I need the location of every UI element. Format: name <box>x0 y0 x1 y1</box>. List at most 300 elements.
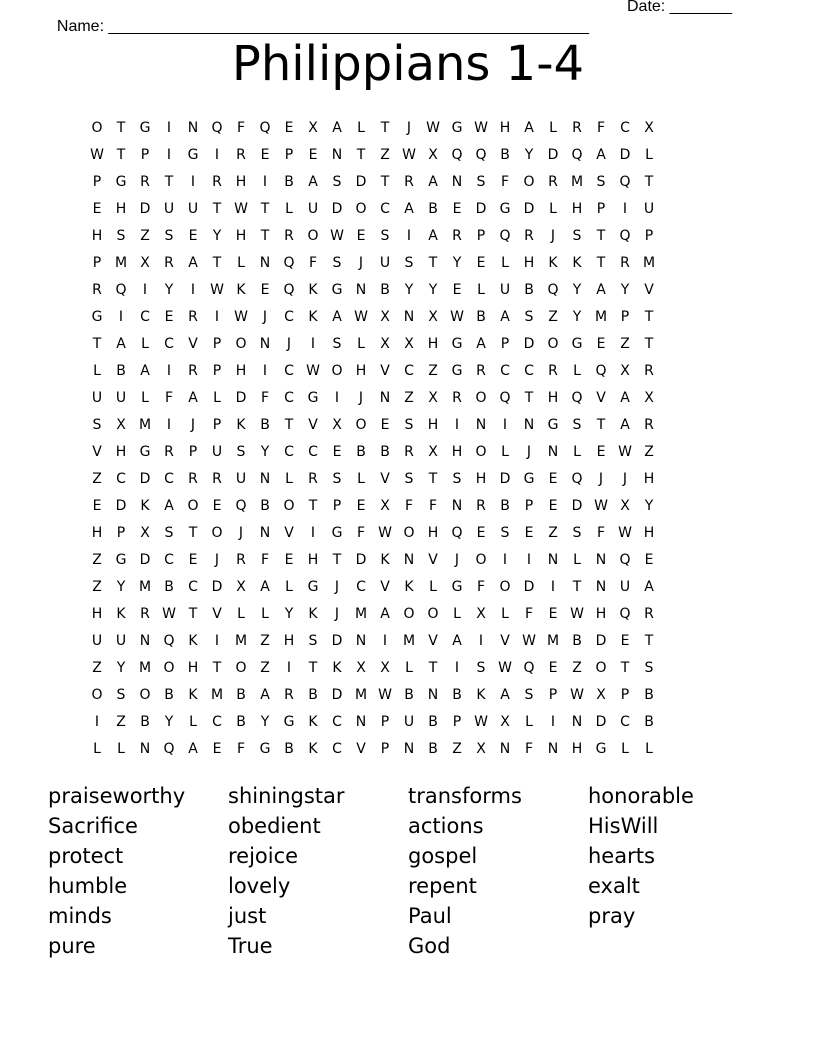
grid-letter[interactable]: S <box>476 659 486 676</box>
grid-letter[interactable]: R <box>164 254 174 271</box>
grid-letter[interactable]: F <box>596 524 606 541</box>
grid-letter[interactable]: T <box>644 173 654 190</box>
grid-letter[interactable]: O <box>211 524 223 541</box>
grid-letter[interactable]: Q <box>571 146 583 163</box>
grid-letter[interactable]: S <box>524 686 534 703</box>
grid-letter[interactable]: E <box>260 146 270 163</box>
grid-letter[interactable]: C <box>284 443 294 460</box>
grid-letter[interactable]: L <box>549 119 557 136</box>
grid-letter[interactable]: S <box>572 227 582 244</box>
grid-letter[interactable]: G <box>451 578 463 595</box>
grid-letter[interactable]: J <box>334 578 340 595</box>
grid-letter[interactable]: Q <box>283 254 295 271</box>
grid-letter[interactable]: B <box>308 686 318 703</box>
grid-letter[interactable]: D <box>547 146 559 163</box>
grid-letter[interactable]: P <box>476 227 486 244</box>
grid-letter[interactable]: A <box>620 416 630 433</box>
grid-letter[interactable]: I <box>142 281 148 298</box>
grid-letter[interactable]: M <box>546 632 560 649</box>
grid-letter[interactable]: A <box>188 740 198 757</box>
grid-letter[interactable]: H <box>115 200 127 217</box>
grid-letter[interactable]: L <box>645 740 653 757</box>
grid-letter[interactable]: P <box>452 713 462 730</box>
grid-letter[interactable]: I <box>550 578 556 595</box>
grid-letter[interactable]: L <box>237 605 245 622</box>
grid-letter[interactable]: X <box>140 524 150 541</box>
grid-letter[interactable]: M <box>354 605 368 622</box>
grid-letter[interactable]: T <box>572 578 582 595</box>
grid-letter[interactable]: X <box>308 119 318 136</box>
grid-letter[interactable]: L <box>501 443 509 460</box>
grid-letter[interactable]: T <box>596 227 606 244</box>
grid-letter[interactable]: B <box>236 686 246 703</box>
grid-letter[interactable]: L <box>453 605 461 622</box>
grid-letter[interactable]: P <box>380 713 390 730</box>
grid-letter[interactable]: T <box>260 200 270 217</box>
grid-letter[interactable]: X <box>476 605 486 622</box>
grid-letter[interactable]: O <box>307 227 319 244</box>
grid-letter[interactable]: Z <box>404 389 414 406</box>
grid-letter[interactable]: P <box>116 524 126 541</box>
grid-letter[interactable]: T <box>596 416 606 433</box>
grid-letter[interactable]: Y <box>260 443 270 460</box>
grid-letter[interactable]: D <box>355 551 367 568</box>
grid-letter[interactable]: C <box>284 362 294 379</box>
grid-letter[interactable]: B <box>428 200 438 217</box>
grid-letter[interactable]: B <box>644 686 654 703</box>
grid-letter[interactable]: L <box>621 740 629 757</box>
grid-letter[interactable]: U <box>403 713 415 730</box>
grid-letter[interactable]: L <box>645 146 653 163</box>
grid-letter[interactable]: N <box>571 713 583 730</box>
grid-letter[interactable]: W <box>618 443 632 460</box>
grid-letter[interactable]: Q <box>499 389 511 406</box>
grid-letter[interactable]: W <box>522 632 536 649</box>
grid-letter[interactable]: O <box>547 335 559 352</box>
grid-letter[interactable]: E <box>188 551 198 568</box>
grid-letter[interactable]: D <box>139 551 151 568</box>
grid-letter[interactable]: E <box>284 119 294 136</box>
grid-letter[interactable]: R <box>452 389 462 406</box>
grid-letter[interactable]: H <box>643 470 655 487</box>
grid-letter[interactable]: K <box>236 416 246 433</box>
grid-letter[interactable]: V <box>380 578 390 595</box>
grid-letter[interactable]: T <box>644 335 654 352</box>
grid-letter[interactable]: K <box>476 686 486 703</box>
grid-letter[interactable]: A <box>260 578 270 595</box>
grid-letter[interactable]: H <box>571 740 583 757</box>
grid-letter[interactable]: P <box>380 740 390 757</box>
grid-letter[interactable]: B <box>380 281 390 298</box>
grid-letter[interactable]: D <box>331 632 343 649</box>
grid-letter[interactable]: A <box>140 362 150 379</box>
grid-letter[interactable]: S <box>644 659 654 676</box>
grid-letter[interactable]: G <box>139 119 151 136</box>
grid-letter[interactable]: U <box>379 254 391 271</box>
grid-letter[interactable]: R <box>308 470 318 487</box>
grid-letter[interactable]: W <box>474 119 488 136</box>
grid-letter[interactable]: O <box>355 200 367 217</box>
grid-letter[interactable]: P <box>596 200 606 217</box>
grid-letter[interactable]: H <box>115 443 127 460</box>
grid-letter[interactable]: H <box>571 200 583 217</box>
grid-letter[interactable]: A <box>428 173 438 190</box>
grid-letter[interactable]: S <box>332 470 342 487</box>
grid-letter[interactable]: B <box>428 740 438 757</box>
grid-letter[interactable]: W <box>378 524 392 541</box>
grid-letter[interactable]: I <box>262 173 268 190</box>
grid-letter[interactable]: F <box>164 389 174 406</box>
grid-letter[interactable]: A <box>188 389 198 406</box>
grid-letter[interactable]: V <box>644 281 654 298</box>
grid-letter[interactable]: G <box>451 335 463 352</box>
grid-letter[interactable]: B <box>500 146 510 163</box>
grid-letter[interactable]: F <box>524 605 534 622</box>
grid-letter[interactable]: O <box>403 605 415 622</box>
grid-letter[interactable]: L <box>285 470 293 487</box>
grid-letter[interactable]: Q <box>619 605 631 622</box>
grid-letter[interactable]: Q <box>163 632 175 649</box>
grid-letter[interactable]: S <box>332 254 342 271</box>
grid-letter[interactable]: W <box>234 200 248 217</box>
grid-letter[interactable]: M <box>234 632 248 649</box>
grid-letter[interactable]: R <box>644 362 654 379</box>
grid-letter[interactable]: N <box>259 524 271 541</box>
grid-letter[interactable]: B <box>380 443 390 460</box>
grid-letter[interactable]: D <box>139 200 151 217</box>
grid-letter[interactable]: H <box>523 254 535 271</box>
grid-letter[interactable]: G <box>331 281 343 298</box>
grid-letter[interactable]: D <box>475 200 487 217</box>
grid-letter[interactable]: W <box>474 713 488 730</box>
grid-letter[interactable]: A <box>476 335 486 352</box>
grid-letter[interactable]: Q <box>163 740 175 757</box>
grid-letter[interactable]: O <box>283 497 295 514</box>
grid-letter[interactable]: V <box>380 470 390 487</box>
grid-letter[interactable]: Y <box>404 281 414 298</box>
grid-letter[interactable]: Z <box>140 227 150 244</box>
grid-letter[interactable]: K <box>308 740 318 757</box>
grid-letter[interactable]: N <box>427 686 439 703</box>
grid-letter[interactable]: W <box>570 686 584 703</box>
grid-letter[interactable]: N <box>379 389 391 406</box>
grid-letter[interactable]: J <box>190 416 196 433</box>
grid-letter[interactable]: N <box>547 740 559 757</box>
grid-letter[interactable]: I <box>214 632 220 649</box>
grid-letter[interactable]: W <box>594 497 608 514</box>
grid-letter[interactable]: O <box>427 605 439 622</box>
grid-letter[interactable]: Z <box>548 308 558 325</box>
grid-letter[interactable]: B <box>260 416 270 433</box>
grid-letter[interactable]: C <box>164 335 174 352</box>
grid-letter[interactable]: Y <box>164 281 174 298</box>
grid-letter[interactable]: V <box>500 632 510 649</box>
grid-letter[interactable]: T <box>380 119 390 136</box>
grid-letter[interactable]: L <box>573 443 581 460</box>
grid-letter[interactable]: B <box>476 308 486 325</box>
grid-letter[interactable]: G <box>115 551 127 568</box>
grid-letter[interactable]: U <box>115 389 127 406</box>
grid-letter[interactable]: R <box>644 605 654 622</box>
grid-letter[interactable]: Q <box>451 146 463 163</box>
grid-letter[interactable]: D <box>331 686 343 703</box>
grid-letter[interactable]: G <box>259 740 271 757</box>
grid-letter[interactable]: R <box>404 443 414 460</box>
grid-letter[interactable]: T <box>428 659 438 676</box>
grid-letter[interactable]: C <box>380 200 390 217</box>
grid-letter[interactable]: C <box>620 119 630 136</box>
grid-letter[interactable]: F <box>260 389 270 406</box>
grid-letter[interactable]: Y <box>164 713 174 730</box>
grid-letter[interactable]: I <box>502 551 508 568</box>
grid-letter[interactable]: U <box>91 389 103 406</box>
grid-letter[interactable]: P <box>620 686 630 703</box>
grid-letter[interactable]: A <box>596 146 606 163</box>
name-field[interactable]: Name: ______________________________________________________ <box>56 18 589 35</box>
grid-letter[interactable]: G <box>331 524 343 541</box>
grid-letter[interactable]: B <box>164 578 174 595</box>
grid-letter[interactable]: L <box>573 362 581 379</box>
grid-letter[interactable]: S <box>164 227 174 244</box>
grid-letter[interactable]: F <box>500 173 510 190</box>
grid-letter[interactable]: H <box>91 524 103 541</box>
grid-letter[interactable]: G <box>451 362 463 379</box>
grid-letter[interactable]: N <box>403 740 415 757</box>
grid-letter[interactable]: Y <box>260 713 270 730</box>
grid-letter[interactable]: S <box>236 443 246 460</box>
grid-letter[interactable]: B <box>524 281 534 298</box>
grid-letter[interactable]: I <box>286 659 292 676</box>
grid-letter[interactable]: S <box>404 416 414 433</box>
grid-letter[interactable]: R <box>524 227 534 244</box>
grid-letter[interactable]: C <box>164 551 174 568</box>
grid-letter[interactable]: B <box>260 497 270 514</box>
grid-letter[interactable]: Q <box>211 119 223 136</box>
grid-letter[interactable]: V <box>284 524 294 541</box>
grid-letter[interactable]: R <box>140 173 150 190</box>
grid-letter[interactable]: B <box>404 686 414 703</box>
grid-letter[interactable]: H <box>235 362 247 379</box>
grid-letter[interactable]: L <box>141 389 149 406</box>
grid-letter[interactable]: J <box>622 470 628 487</box>
grid-letter[interactable]: K <box>308 281 318 298</box>
grid-letter[interactable]: B <box>236 713 246 730</box>
grid-letter[interactable]: H <box>91 605 103 622</box>
grid-letter[interactable]: I <box>478 632 484 649</box>
grid-letter[interactable]: I <box>526 551 532 568</box>
grid-letter[interactable]: K <box>404 578 414 595</box>
grid-letter[interactable]: I <box>214 146 220 163</box>
grid-letter[interactable]: P <box>212 416 222 433</box>
grid-letter[interactable]: K <box>188 686 198 703</box>
grid-letter[interactable]: N <box>523 416 535 433</box>
grid-letter[interactable]: E <box>356 227 366 244</box>
grid-letter[interactable]: A <box>644 578 654 595</box>
grid-letter[interactable]: X <box>380 659 390 676</box>
grid-letter[interactable]: R <box>212 173 222 190</box>
grid-letter[interactable]: I <box>214 308 220 325</box>
grid-letter[interactable]: U <box>163 200 175 217</box>
grid-letter[interactable]: T <box>428 470 438 487</box>
grid-letter[interactable]: V <box>428 632 438 649</box>
grid-letter[interactable]: D <box>355 173 367 190</box>
grid-letter[interactable]: L <box>501 254 509 271</box>
grid-letter[interactable]: Q <box>115 281 127 298</box>
grid-letter[interactable]: H <box>427 524 439 541</box>
grid-letter[interactable]: R <box>404 173 414 190</box>
grid-letter[interactable]: S <box>572 524 582 541</box>
grid-letter[interactable]: N <box>355 632 367 649</box>
grid-letter[interactable]: M <box>138 416 152 433</box>
grid-letter[interactable]: Z <box>92 551 102 568</box>
grid-letter[interactable]: N <box>595 551 607 568</box>
grid-letter[interactable]: L <box>117 740 125 757</box>
grid-letter[interactable]: U <box>235 470 247 487</box>
grid-letter[interactable]: K <box>116 605 126 622</box>
grid-letter[interactable]: E <box>212 497 222 514</box>
grid-letter[interactable]: K <box>308 713 318 730</box>
grid-letter[interactable]: W <box>330 227 344 244</box>
grid-letter[interactable]: P <box>500 335 510 352</box>
grid-letter[interactable]: A <box>380 605 390 622</box>
grid-letter[interactable]: S <box>500 524 510 541</box>
grid-letter[interactable]: C <box>404 362 414 379</box>
grid-letter[interactable]: E <box>524 524 534 541</box>
grid-letter[interactable]: T <box>620 659 630 676</box>
grid-letter[interactable]: X <box>116 416 126 433</box>
date-field[interactable]: Date: _______ <box>627 0 732 15</box>
grid-letter[interactable]: B <box>644 713 654 730</box>
grid-letter[interactable]: U <box>115 632 127 649</box>
grid-letter[interactable]: I <box>406 227 412 244</box>
grid-letter[interactable]: I <box>166 119 172 136</box>
grid-letter[interactable]: T <box>596 254 606 271</box>
grid-letter[interactable]: Q <box>619 227 631 244</box>
grid-letter[interactable]: D <box>211 578 223 595</box>
grid-letter[interactable]: C <box>116 470 126 487</box>
grid-letter[interactable]: Y <box>572 281 582 298</box>
grid-letter[interactable]: V <box>596 389 606 406</box>
grid-letter[interactable]: W <box>354 308 368 325</box>
grid-letter[interactable]: E <box>164 308 174 325</box>
grid-letter[interactable]: B <box>428 713 438 730</box>
grid-letter[interactable]: G <box>187 146 199 163</box>
grid-letter[interactable]: T <box>308 659 318 676</box>
grid-letter[interactable]: W <box>306 362 320 379</box>
grid-letter[interactable]: S <box>380 227 390 244</box>
grid-letter[interactable]: H <box>595 605 607 622</box>
grid-letter[interactable]: W <box>162 605 176 622</box>
grid-letter[interactable]: D <box>595 713 607 730</box>
grid-letter[interactable]: L <box>141 335 149 352</box>
grid-letter[interactable]: T <box>284 416 294 433</box>
grid-letter[interactable]: Y <box>572 308 582 325</box>
grid-letter[interactable]: Q <box>571 470 583 487</box>
grid-letter[interactable]: U <box>619 578 631 595</box>
grid-letter[interactable]: I <box>550 713 556 730</box>
grid-letter[interactable]: D <box>139 470 151 487</box>
grid-letter[interactable]: T <box>188 605 198 622</box>
grid-letter[interactable]: A <box>500 686 510 703</box>
grid-letter[interactable]: N <box>475 416 487 433</box>
grid-letter[interactable]: V <box>428 551 438 568</box>
grid-letter[interactable]: T <box>164 173 174 190</box>
grid-letter[interactable]: N <box>451 173 463 190</box>
grid-letter[interactable]: D <box>235 389 247 406</box>
grid-letter[interactable]: H <box>643 524 655 541</box>
grid-letter[interactable]: C <box>284 308 294 325</box>
grid-letter[interactable]: T <box>428 254 438 271</box>
grid-letter[interactable]: D <box>619 146 631 163</box>
grid-letter[interactable]: P <box>92 173 102 190</box>
grid-letter[interactable]: Z <box>428 362 438 379</box>
grid-letter[interactable]: R <box>212 470 222 487</box>
grid-letter[interactable]: P <box>524 497 534 514</box>
grid-letter[interactable]: U <box>187 200 199 217</box>
grid-letter[interactable]: J <box>214 551 220 568</box>
grid-letter[interactable]: N <box>259 470 271 487</box>
grid-letter[interactable]: V <box>92 443 102 460</box>
grid-letter[interactable]: X <box>428 146 438 163</box>
grid-letter[interactable]: R <box>572 119 582 136</box>
grid-letter[interactable]: J <box>550 227 556 244</box>
grid-letter[interactable]: H <box>427 416 439 433</box>
grid-letter[interactable]: A <box>116 335 126 352</box>
grid-letter[interactable]: R <box>236 146 246 163</box>
grid-letter[interactable]: D <box>595 632 607 649</box>
grid-letter[interactable]: R <box>284 227 294 244</box>
grid-letter[interactable]: T <box>332 551 342 568</box>
grid-letter[interactable]: Q <box>571 389 583 406</box>
grid-letter[interactable]: N <box>355 281 367 298</box>
grid-letter[interactable]: T <box>212 254 222 271</box>
grid-letter[interactable]: E <box>548 470 558 487</box>
grid-letter[interactable]: X <box>332 416 342 433</box>
grid-letter[interactable]: V <box>212 605 222 622</box>
grid-letter[interactable]: B <box>140 713 150 730</box>
grid-letter[interactable]: C <box>140 308 150 325</box>
grid-letter[interactable]: D <box>331 200 343 217</box>
grid-letter[interactable]: H <box>547 389 559 406</box>
grid-letter[interactable]: A <box>524 119 534 136</box>
grid-letter[interactable]: W <box>426 119 440 136</box>
grid-letter[interactable]: X <box>428 308 438 325</box>
grid-letter[interactable]: N <box>331 146 343 163</box>
grid-letter[interactable]: I <box>118 308 124 325</box>
grid-letter[interactable]: E <box>284 551 294 568</box>
grid-letter[interactable]: X <box>404 335 414 352</box>
grid-letter[interactable]: R <box>236 551 246 568</box>
grid-letter[interactable]: T <box>116 146 126 163</box>
grid-letter[interactable]: Q <box>475 146 487 163</box>
grid-letter[interactable]: F <box>476 578 486 595</box>
grid-letter[interactable]: S <box>452 470 462 487</box>
grid-letter[interactable]: O <box>475 389 487 406</box>
grid-letter[interactable]: C <box>332 740 342 757</box>
grid-letter[interactable]: I <box>262 362 268 379</box>
grid-letter[interactable]: J <box>526 443 532 460</box>
grid-letter[interactable]: G <box>595 740 607 757</box>
grid-letter[interactable]: C <box>308 443 318 460</box>
grid-letter[interactable]: N <box>403 308 415 325</box>
grid-letter[interactable]: Z <box>92 578 102 595</box>
grid-letter[interactable]: Y <box>452 254 462 271</box>
grid-letter[interactable]: Z <box>116 713 126 730</box>
grid-letter[interactable]: L <box>189 713 197 730</box>
grid-letter[interactable]: L <box>501 605 509 622</box>
grid-letter[interactable]: L <box>405 659 413 676</box>
grid-letter[interactable]: Z <box>548 524 558 541</box>
